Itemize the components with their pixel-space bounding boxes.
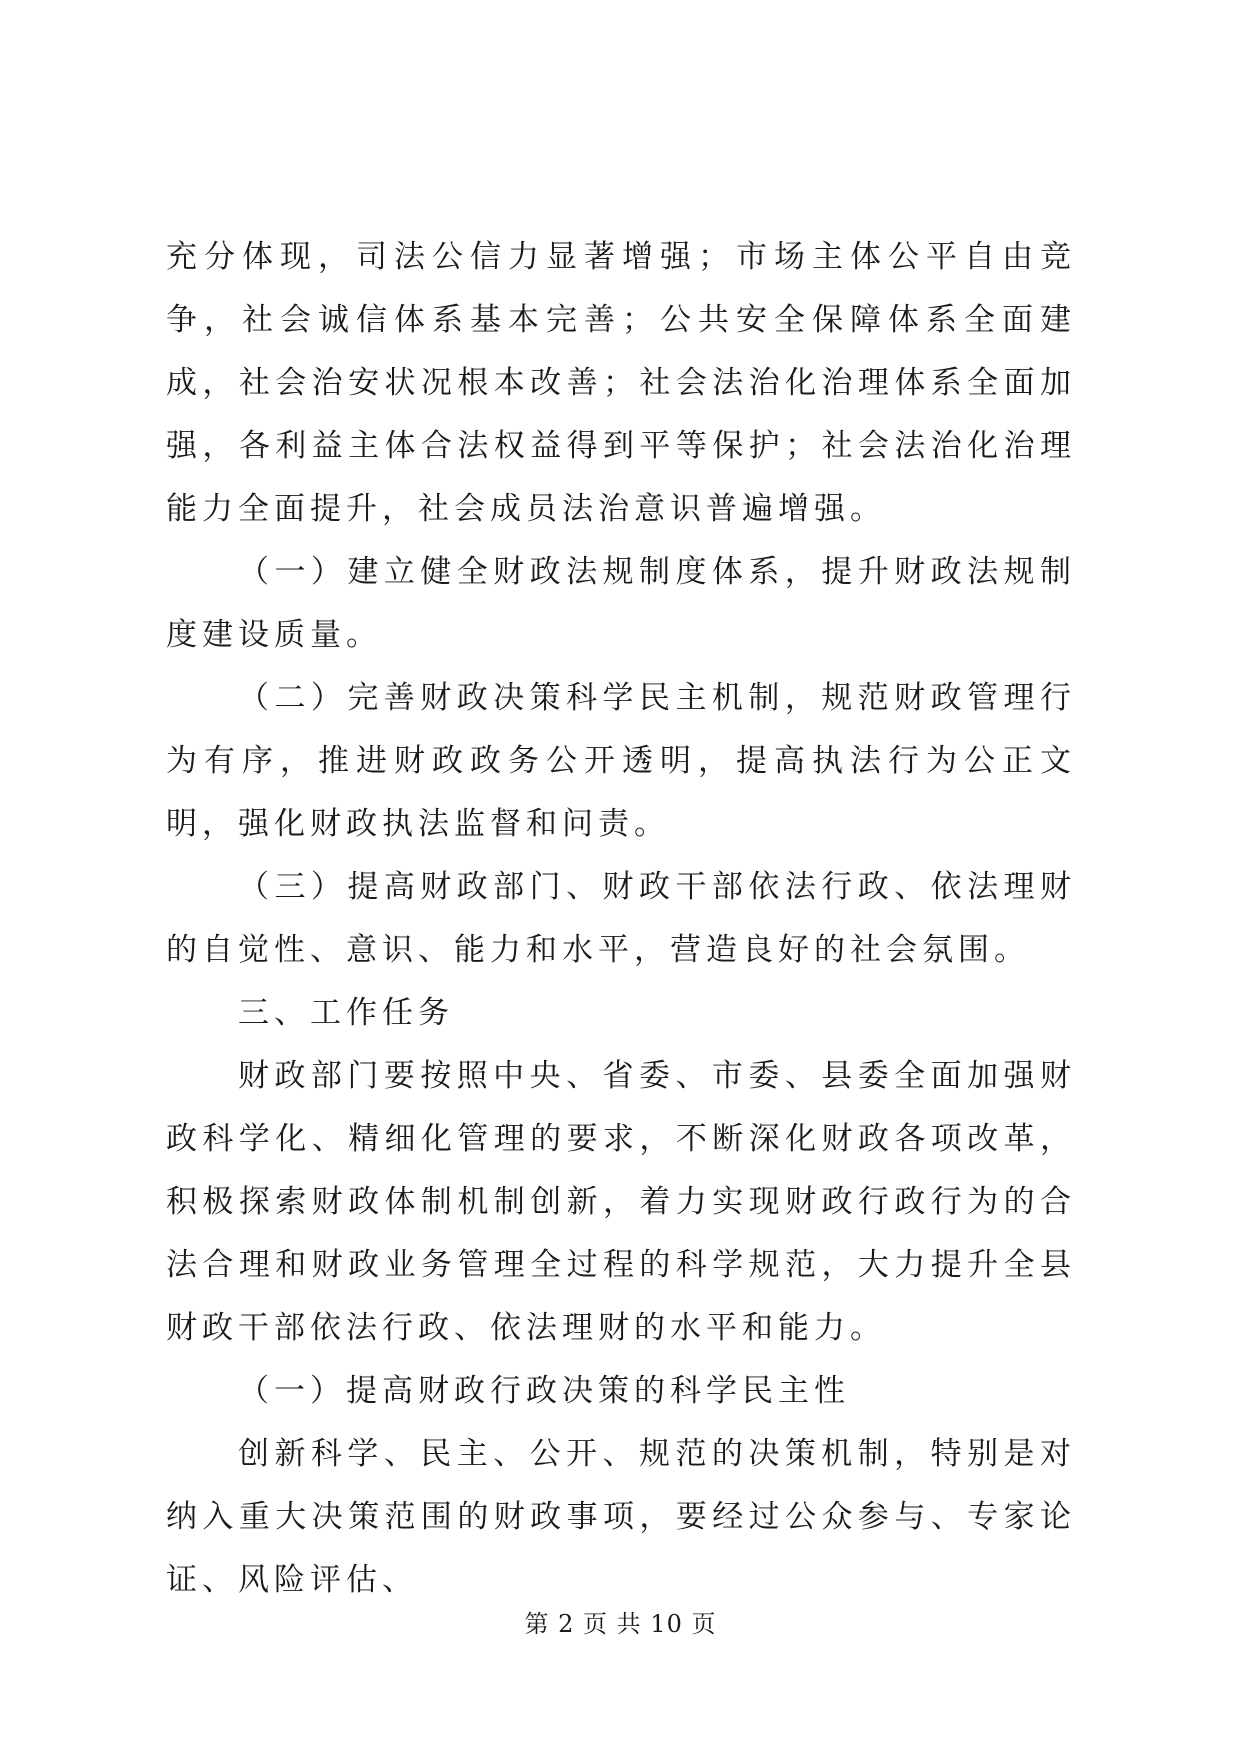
section-heading-work-tasks: 三、工作任务 xyxy=(238,995,454,1031)
document-body xyxy=(166,226,1076,1612)
paragraph-continuation: 充分体现，司法公信力显著增强；市场主体公平自由竞争，社会诚信体系基本完善；公共安全保障体系全面建成，社会治安状况根本改善；社会法治化治理体系全面加强，各利益主体合法权益得到平等保护；社会法治化治理能力全面提升，社会成员法治意识普遍增强。 xyxy=(166,239,1076,527)
paragraph-goal-2: （二）完善财政决策科学民主机制，规范财政管理行为有序，推进财政政务公开透明，提高执法行为公正文明，强化财政执法监督和问责。 xyxy=(166,680,1076,842)
page-number-label: 第 2 页 共 10 页 xyxy=(524,1610,717,1638)
paragraph-goal-1: （一）建立健全财政法规制度体系，提升财政法规制度建设质量。 xyxy=(166,554,1076,653)
paragraph-goal-3: （三）提高财政部门、财政干部依法行政、依法理财的自觉性、意识、能力和水平，营造良好的社会氛围。 xyxy=(166,869,1076,968)
paragraph-task-intro: 财政部门要按照中央、省委、市委、县委全面加强财政科学化、精细化管理的要求，不断深化财政各项改革，积极探索财政体制机制创新，着力实现财政行政行为的合法合理和财政业务管理全过程的科学规范，大力提升全县财政干部依法行政、依法理财的水平和能力。 xyxy=(166,1058,1076,1346)
paragraph-task-1: 创新科学、民主、公开、规范的决策机制，特别是对纳入重大决策范围的财政事项，要经过公众参与、专家论证、风险评估、 xyxy=(166,1436,1076,1598)
page-footer xyxy=(0,1604,1241,1639)
subheading-task-1: （一）提高财政行政决策的科学民主性 xyxy=(238,1373,850,1409)
